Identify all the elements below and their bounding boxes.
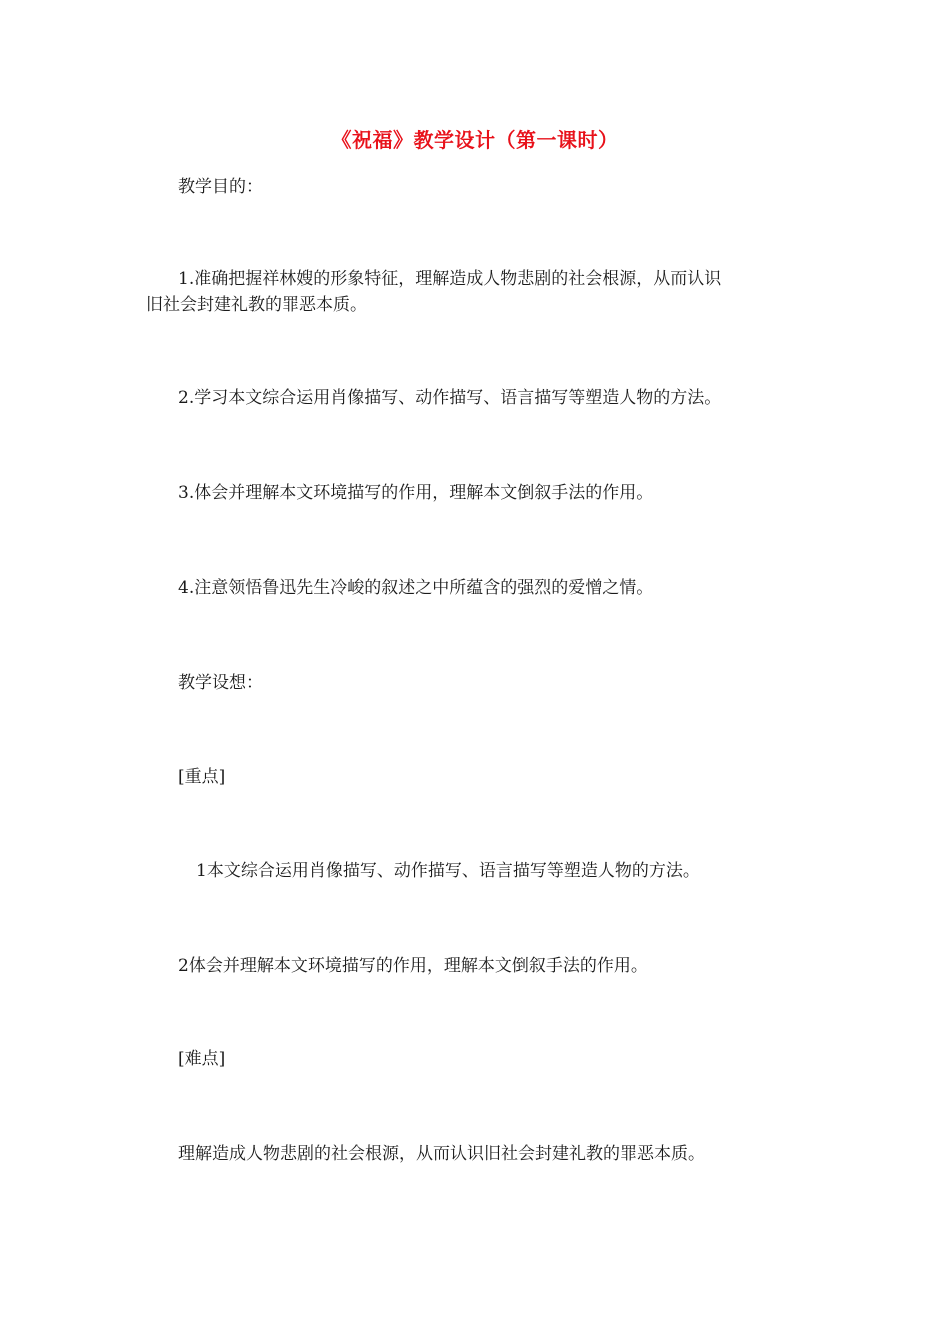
document-title: 《祝福》教学设计（第一课时） [331,128,619,152]
key-point-1: 1本文综合运用肖像描写、动作描写、语言描写等塑造人物的方法。 [196,861,700,881]
key-points-label: [重点] [178,767,226,787]
objectives-heading: 教学目的： [178,177,263,197]
objective-4: 4.注意领悟鲁迅先生冷峻的叙述之中所蕴含的强烈的爱憎之情。 [178,578,654,598]
difficulty-text: 理解造成人物悲剧的社会根源，从而认识旧社会封建礼教的罪恶本质。 [178,1144,705,1164]
key-point-2: 2体会并理解本文环境描写的作用，理解本文倒叙手法的作用。 [178,956,648,976]
objective-1-line-1: 1.准确把握祥林嫂的形象特征，理解造成人物悲剧的社会根源，从而认识 [178,269,722,289]
objective-3: 3.体会并理解本文环境描写的作用，理解本文倒叙手法的作用。 [178,483,654,503]
difficulty-label: [难点] [178,1049,226,1069]
objective-1-line-2: 旧社会封建礼教的罪恶本质。 [146,295,367,315]
objective-2: 2.学习本文综合运用肖像描写、动作描写、语言描写等塑造人物的方法。 [178,388,722,408]
design-heading: 教学设想： [178,673,263,693]
